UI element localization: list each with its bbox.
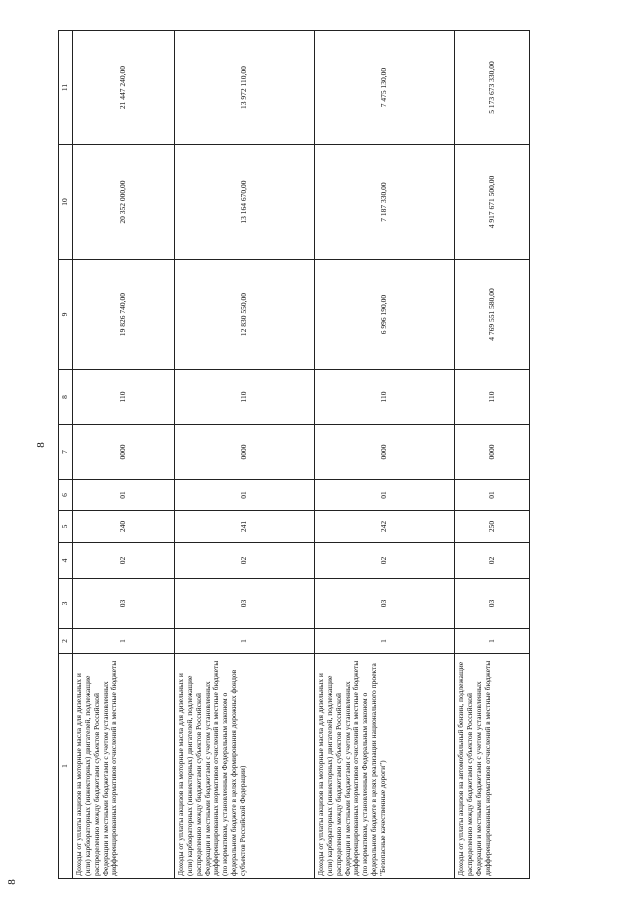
cell-col-8: 110: [455, 370, 530, 425]
cell-col-9: 12 830 550,00: [175, 260, 315, 370]
cell-col-4: 02: [315, 543, 455, 579]
cell-col-11: 5 173 673 330,00: [455, 31, 530, 145]
header-cell: 7: [59, 425, 73, 480]
cell-col-7: 0000: [455, 425, 530, 480]
row-description: Доходы от уплаты акцизов на моторные масла для дизельных и (или) карбюраторных (инжекторных) двигателей, подлежащие распределению между бюджетами субъектов Российской Федерации и местными бюджетами с учетом установленных дифференцированных нормативов отчислений в местные бюджеты: [73, 654, 175, 879]
header-cell: 9: [59, 260, 73, 370]
table-row: [73, 31, 175, 879]
cell-col-5: 240: [73, 511, 175, 543]
cell-col-6: 01: [175, 480, 315, 511]
table-row: [175, 31, 315, 879]
header-cell: 1: [59, 654, 73, 879]
cell-col-8: 110: [315, 370, 455, 425]
cell-col-2: 1: [315, 629, 455, 654]
cell-col-9: 6 996 190,00: [315, 260, 455, 370]
row-description: Доходы от уплаты акцизов на моторные масла для дизельных и (или) карбюраторных (инжекторных) двигателей, подлежащие распределению между бюджетами субъектов Российской Федерации и местными бюджетами с учетом установленных дифференцированных нормативов отчислений в местные бюджеты (по нормативам, установленным Федеральным законом о федеральном бюджете в целях формирования дорожных фондов субъектов Российской Федерации): [175, 654, 315, 879]
cell-col-5: 241: [175, 511, 315, 543]
cell-col-2: 1: [175, 629, 315, 654]
cell-col-4: 02: [175, 543, 315, 579]
table-row: [315, 31, 455, 879]
cell-col-2: 1: [455, 629, 530, 654]
cell-col-8: 110: [175, 370, 315, 425]
revenue-table: [58, 30, 530, 879]
header-cell: 5: [59, 511, 73, 543]
page-number: 8: [35, 442, 47, 448]
cell-col-6: 01: [315, 480, 455, 511]
cell-col-9: 19 826 740,00: [73, 260, 175, 370]
cell-col-10: 13 164 670,00: [175, 145, 315, 260]
cell-col-10: 7 187 330,00: [315, 145, 455, 260]
cell-col-4: 02: [73, 543, 175, 579]
cell-col-10: 20 352 000,00: [73, 145, 175, 260]
header-cell: 6: [59, 480, 73, 511]
cell-col-7: 0000: [175, 425, 315, 480]
cell-col-7: 0000: [315, 425, 455, 480]
cell-col-10: 4 917 671 500,00: [455, 145, 530, 260]
cell-col-5: 250: [455, 511, 530, 543]
cell-col-8: 110: [73, 370, 175, 425]
header-cell: 3: [59, 579, 73, 629]
row-description: Доходы от уплаты акцизов на моторные масла для дизельных и (или) карбюраторных (инжекторных) двигателей, подлежащие распределению между бюджетами субъектов Российской Федерации и местными бюджетами с учетом установленных дифференцированных нормативов отчислений в местные бюджеты (по нормативам, установленным Федеральным законом о федеральном бюджете в целях реализации национального проекта "Безопасные качественные дороги"): [315, 654, 455, 879]
cell-col-3: 03: [175, 579, 315, 629]
cell-col-5: 242: [315, 511, 455, 543]
cell-col-6: 01: [455, 480, 530, 511]
header-cell: 11: [59, 31, 73, 145]
cell-col-3: 03: [73, 579, 175, 629]
header-cell: 2: [59, 629, 73, 654]
table-row: [455, 31, 530, 879]
cell-col-7: 0000: [73, 425, 175, 480]
rotated-table-container: [58, 31, 528, 879]
cell-col-9: 4 769 551 580,00: [455, 260, 530, 370]
header-cell: 8: [59, 370, 73, 425]
header-cell: 10: [59, 145, 73, 260]
cell-col-3: 03: [315, 579, 455, 629]
row-description: Доходы от уплаты акцизов на автомобильный бензин, подлежащие распределению между бюджетами субъектов Российской Федерации и местными бюджетами с учетом установленных дифференцированных нормативов отчислений в местные бюджеты: [455, 654, 530, 879]
cell-col-6: 01: [73, 480, 175, 511]
cell-col-3: 03: [455, 579, 530, 629]
header-row: [59, 31, 73, 879]
header-cell: 4: [59, 543, 73, 579]
cell-col-11: 13 972 110,00: [175, 31, 315, 145]
cell-col-11: 7 475 130,00: [315, 31, 455, 145]
side-number: 8: [6, 879, 18, 885]
cell-col-11: 21 447 240,00: [73, 31, 175, 145]
cell-col-2: 1: [73, 629, 175, 654]
cell-col-4: 02: [455, 543, 530, 579]
